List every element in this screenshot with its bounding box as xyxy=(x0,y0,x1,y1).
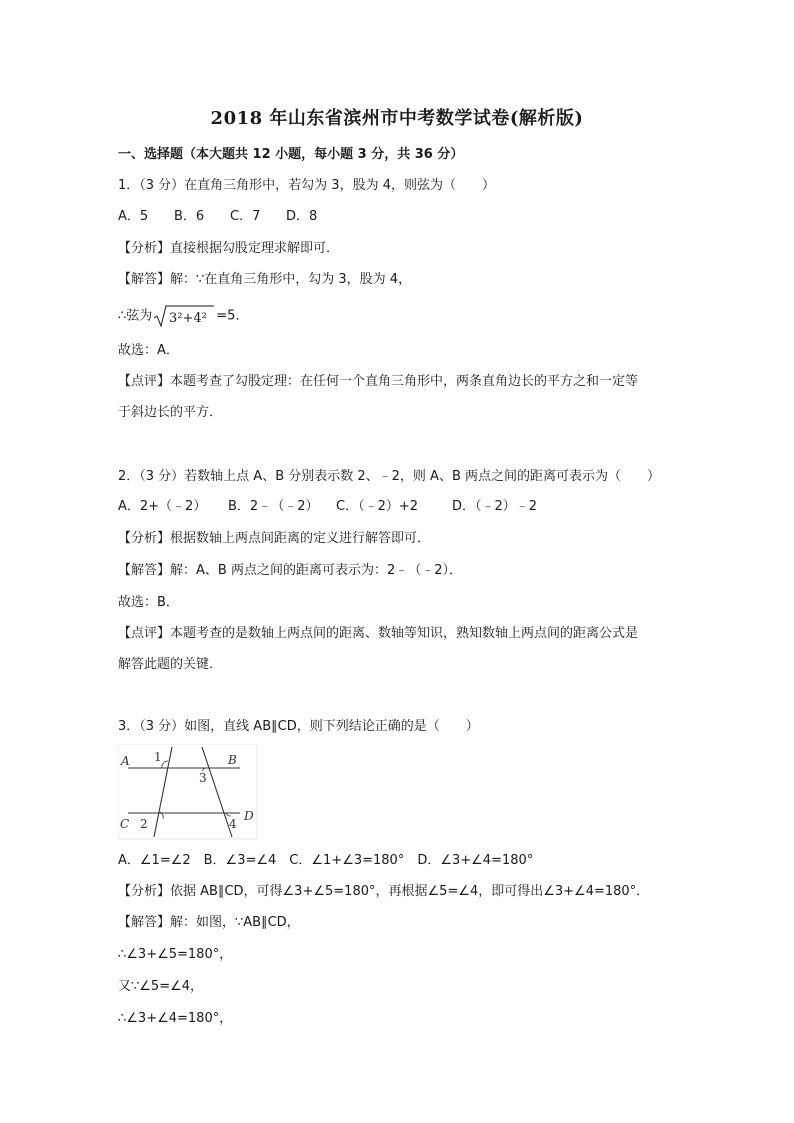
question-2-comment-line-1: 【点评】本题考查的是数轴上两点间的距离、数轴等知识，熟知数轴上两点间的距离公式是 xyxy=(118,626,639,641)
result-prefix: ∴弦为 xyxy=(118,308,153,324)
question-1-choice: 故选：A． xyxy=(118,343,179,358)
angle-label-1: 1 xyxy=(154,750,162,764)
option-a: A．5 xyxy=(118,209,149,224)
label-a: A xyxy=(121,754,130,768)
angle-label-2: 2 xyxy=(140,817,148,831)
question-2-choice: 故选：B． xyxy=(118,595,179,610)
question-2-options xyxy=(118,498,537,516)
question-3-step-2: 又∵∠5=∠4， xyxy=(118,979,204,994)
question-3-step-1: ∴∠3+∠5=180°， xyxy=(118,947,233,962)
angle-label-3: 3 xyxy=(199,771,207,785)
page-title: 2018 年山东省滨州市中考数学试卷(解析版) xyxy=(210,108,584,129)
option-c: C．7 xyxy=(230,209,261,224)
question-1-comment-line-1: 【点评】本题考查了勾股定理：在任何一个直角三角形中，两条直角边长的平方之和一定等 xyxy=(118,374,639,389)
parallel-lines-figure xyxy=(118,744,258,840)
question-3-stem: 3．（3 分）如图，直线 AB∥CD，则下列结论正确的是（ ） xyxy=(118,719,479,734)
option-b: B．6 xyxy=(174,209,205,224)
label-d: D xyxy=(244,809,254,823)
question-3-analysis: 【分析】依据 AB∥CD，可得∠3+∠5=180°，再根据∠5=∠4，即可得出∠3+∠4=180°． xyxy=(118,884,650,899)
section-heading: 一、选择题（本大题共 12 小题，每小题 3 分，共 36 分） xyxy=(118,147,464,162)
question-1-solution: 【解答】解：∵在直角三角形中，勾为 3，股为 4， xyxy=(118,272,412,287)
option-c: C．（﹣2）+2 xyxy=(336,499,419,514)
option-d: D．8 xyxy=(286,209,318,224)
question-2-comment-line-2: 解答此题的关键． xyxy=(118,657,223,672)
question-2-analysis: 【分析】根据数轴上两点间距离的定义进行解答即可． xyxy=(118,531,431,546)
question-1-analysis: 【分析】直接根据勾股定理求解即可． xyxy=(118,241,340,256)
label-b: B xyxy=(228,753,237,767)
question-3-solution: 【解答】解：如图，∵AB∥CD， xyxy=(118,915,300,930)
question-1-comment-line-2: 于斜边长的平方． xyxy=(118,405,223,420)
question-1-options xyxy=(118,208,317,226)
question-3-options: A．∠1=∠2 B．∠3=∠4 C．∠1+∠3=180° D．∠3+∠4=180° xyxy=(118,853,534,868)
question-2-solution: 【解答】解：A、B 两点之间的距离可表示为：2﹣（﹣2）． xyxy=(118,563,462,578)
sqrt-symbol xyxy=(153,304,215,328)
question-1-stem: 1．（3 分）在直角三角形中，若勾为 3，股为 4，则弦为（ ） xyxy=(118,178,495,193)
angle-label-4: 4 xyxy=(229,817,237,831)
option-b: B．2﹣（﹣2） xyxy=(228,499,319,514)
question-2-stem: 2．（3 分）若数轴上点 A、B 分别表示数 2、﹣2，则 A、B 两点之间的距离可表示为（ ） xyxy=(118,469,661,484)
option-d: D．（﹣2）﹣2 xyxy=(452,499,538,514)
question-1-result xyxy=(118,304,248,328)
result-suffix: =5． xyxy=(216,308,249,324)
label-c: C xyxy=(120,817,130,831)
option-a: A．2+（﹣2） xyxy=(118,499,207,514)
sqrt-radicand: 3²+4² xyxy=(169,311,208,326)
question-3-step-3: ∴∠3+∠4=180°， xyxy=(118,1011,233,1026)
